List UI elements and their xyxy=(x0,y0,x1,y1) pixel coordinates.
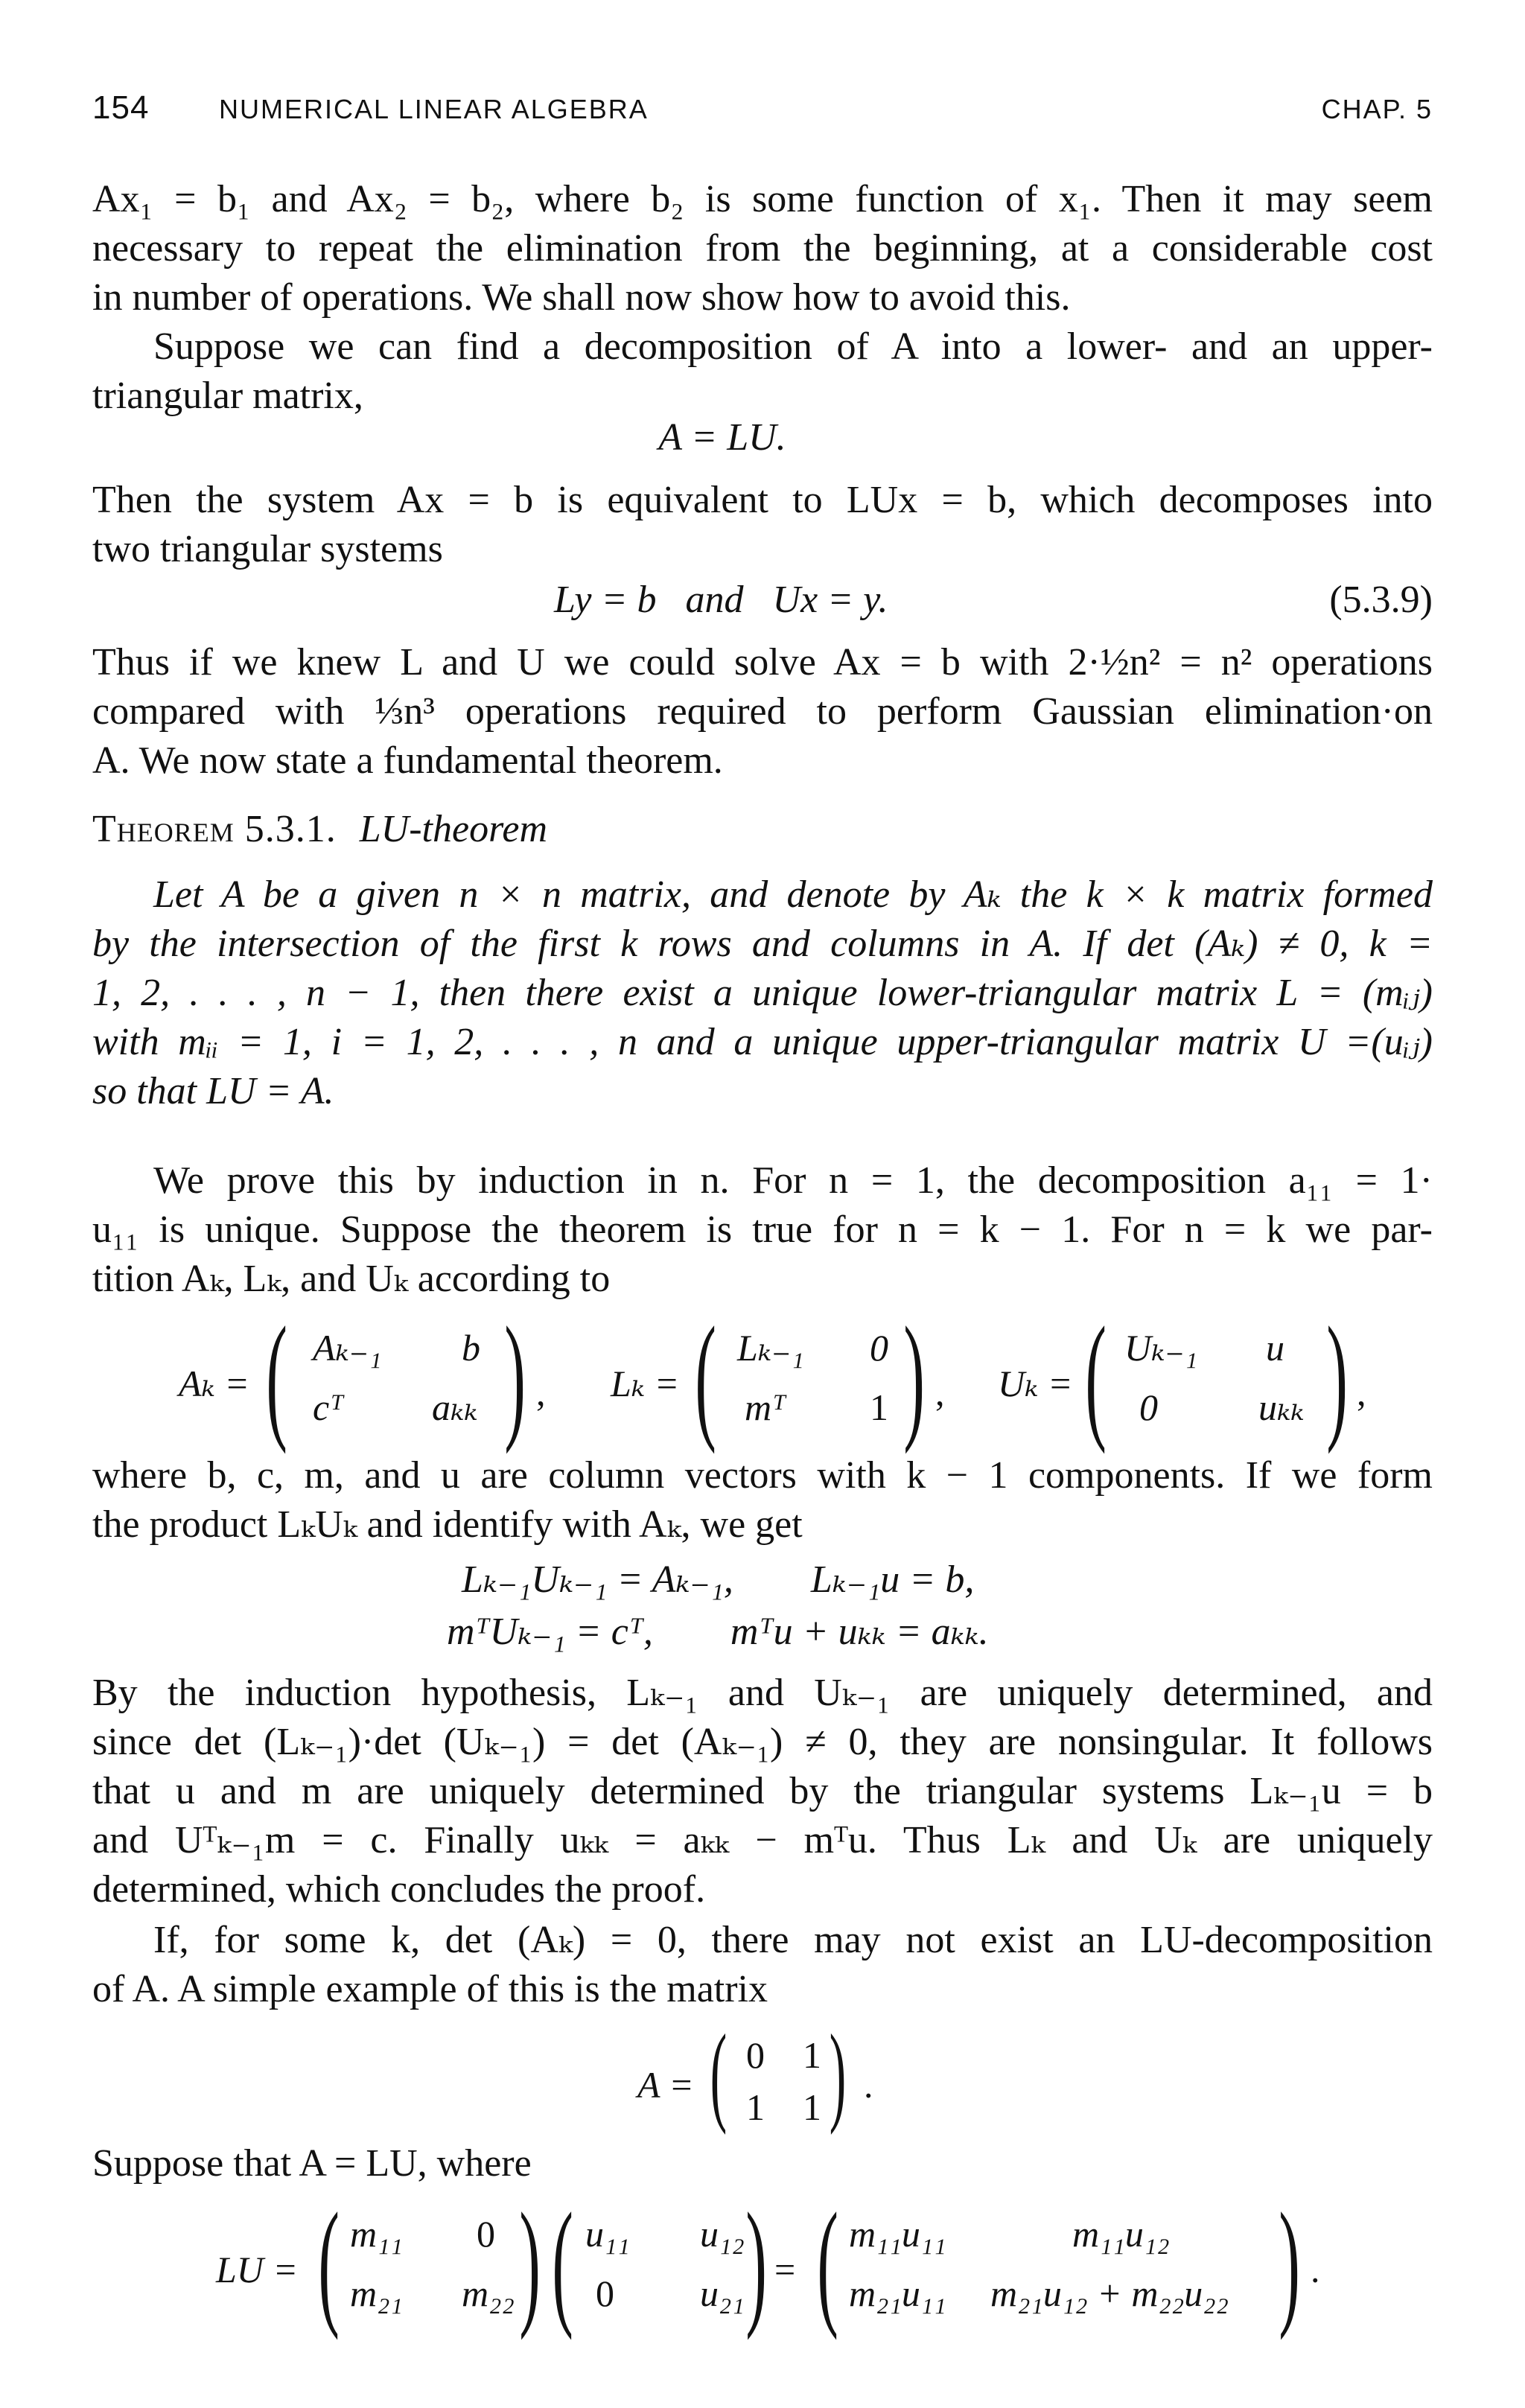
chapter-label: CHAP. 5 xyxy=(1321,94,1433,124)
equation-system-row: mᵀUₖ₋₁ = cᵀ, mᵀu + uₖₖ = aₖₖ. xyxy=(447,1611,989,1653)
page-header xyxy=(92,89,1433,134)
ak-cell: Aₖ₋₁ xyxy=(313,1327,382,1369)
page-number: 154 xyxy=(92,89,150,126)
punctuation: . xyxy=(864,2064,873,2106)
ak-cell: aₖₖ xyxy=(432,1386,478,1428)
text-line: compared with ⅓n³ operations required to perform Gaussian elimination·on xyxy=(92,690,1433,733)
text-line: u₁₁ is unique. Suppose the theorem is true for n = k − 1. For n = k we par- xyxy=(92,1208,1433,1251)
punctuation: . xyxy=(1311,2249,1320,2290)
l-cell: m₂₂ xyxy=(462,2272,515,2314)
l-cell: 0 xyxy=(477,2213,495,2255)
text-line: two triangular systems xyxy=(92,528,443,570)
lk-cell: Lₖ₋₁ xyxy=(737,1327,804,1369)
punctuation: , xyxy=(1357,1372,1366,1413)
a-cell: 1 xyxy=(803,2086,821,2128)
right-paren: ) xyxy=(519,2185,541,2341)
product-cell: m₁₁u₁₂ xyxy=(1072,2213,1170,2255)
equation-a-lu: A = LU. xyxy=(658,416,786,459)
text-line: Then the system Ax = b is equivalent to LUx = b, which decomposes into xyxy=(92,479,1433,521)
a-label: A = xyxy=(637,2064,694,2106)
equation-body: Ly = b and Ux = y. xyxy=(554,579,888,621)
theorem-name: LU-theorem xyxy=(359,808,548,850)
text-line: in number of operations. We shall now show how to avoid this. xyxy=(92,276,1071,319)
u-cell: u₁₁ xyxy=(585,2213,630,2255)
left-paren: ( xyxy=(318,2185,340,2341)
text-line: If, for some k, det (Aₖ) = 0, there may not exist an LU-decomposition xyxy=(153,1919,1433,1961)
theorem-line: by the intersection of the first k rows and columns in A. If det (Aₖ) ≠ 0, k = xyxy=(92,923,1433,965)
text-line: By the induction hypothesis, Lₖ₋₁ and Uₖ₋₁ are uniquely determined, and xyxy=(92,1672,1433,1714)
text-line: A. We now state a fundamental theorem. xyxy=(92,739,723,782)
example-matrix-equation xyxy=(0,2012,1525,2144)
text-line: necessary to repeat the elimination from the beginning, at a considerable cost xyxy=(92,227,1433,270)
a-cell: 0 xyxy=(746,2034,765,2076)
uk-label: Uₖ = xyxy=(998,1363,1073,1404)
theorem-line: 1, 2, . . . , n − 1, then there exist a unique lower-triangular matrix L = (mᵢⱼ) xyxy=(92,972,1433,1014)
uk-cell: 0 xyxy=(1139,1386,1158,1428)
product-cell: m₂₁u₁₁ xyxy=(849,2272,946,2314)
u-cell: u₂₁ xyxy=(700,2272,745,2314)
text-line: where b, c, m, and u are column vectors with k − 1 components. If we form xyxy=(92,1454,1433,1497)
uk-cell: Uₖ₋₁ xyxy=(1124,1327,1198,1369)
text-line: Suppose that A = LU, where xyxy=(92,2142,532,2185)
ak-cell: b xyxy=(462,1327,480,1369)
right-paren: ) xyxy=(745,2185,767,2341)
text-line: and Uᵀₖ₋₁m = c. Finally uₖₖ = aₖₖ − mᵀu. Thus Lₖ and Uₖ are uniquely xyxy=(92,1819,1433,1861)
equals-sign: = xyxy=(774,2249,796,2290)
theorem-line: with mᵢᵢ = 1, i = 1, 2, . . . , n and a unique upper-triangular matrix U =(uᵢⱼ) xyxy=(92,1021,1433,1063)
a-cell: 1 xyxy=(746,2086,765,2128)
left-paren: ( xyxy=(695,1299,716,1455)
product-cell: m₂₁u₁₂ + m₂₂u₂₂ xyxy=(990,2272,1229,2314)
theorem-label: Theorem 5.3.1. xyxy=(92,808,337,850)
text-line: that u and m are uniquely determined by the triangular systems Lₖ₋₁u = b xyxy=(92,1770,1433,1812)
text-line: We prove this by induction in n. For n = 1, the decomposition a₁₁ = 1· xyxy=(153,1159,1433,1202)
running-title: NUMERICAL LINEAR ALGEBRA xyxy=(219,94,649,124)
uk-cell: uₖₖ xyxy=(1258,1386,1305,1428)
right-paren: ) xyxy=(1326,1299,1348,1455)
uk-cell: u xyxy=(1266,1327,1284,1369)
right-paren: ) xyxy=(829,2012,847,2135)
theorem-heading xyxy=(92,806,1433,853)
left-paren: ( xyxy=(266,1299,287,1455)
left-paren: ( xyxy=(710,2012,728,2135)
text-line: Ax₁ = b₁ and Ax₂ = b₂, where b₂ is some function of x₁. Then it may seem xyxy=(92,178,1433,220)
a-cell: 1 xyxy=(803,2034,821,2076)
punctuation: , xyxy=(935,1372,945,1413)
lk-cell: 1 xyxy=(870,1386,888,1428)
lk-label: Lₖ = xyxy=(611,1363,680,1404)
left-paren: ( xyxy=(1085,1299,1107,1455)
left-paren: ( xyxy=(817,2185,838,2341)
text-line: of A. A simple example of this is the matrix xyxy=(92,1968,768,2010)
product-cell: m₁₁u₁₁ xyxy=(849,2213,946,2255)
ak-label: Aₖ = xyxy=(179,1363,250,1404)
text-line: since det (Lₖ₋₁)·det (Uₖ₋₁) = det (Aₖ₋₁) ≠ 0, they are nonsingular. It follows xyxy=(92,1721,1433,1763)
l-cell: m₂₁ xyxy=(350,2272,403,2314)
lu-label: LU = xyxy=(216,2249,299,2290)
l-cell: m₁₁ xyxy=(350,2213,403,2255)
text-line: Thus if we knew L and U we could solve Ax = b with 2·½n² = n² operations xyxy=(92,641,1433,684)
theorem-line: Let A be a given n × n matrix, and denote by Aₖ the k × k matrix formed xyxy=(153,873,1433,916)
text-line: triangular matrix, xyxy=(92,375,363,417)
right-paren: ) xyxy=(1279,2185,1300,2341)
u-cell: u₁₂ xyxy=(700,2213,745,2255)
lk-cell: mᵀ xyxy=(745,1386,786,1428)
equation-number: (5.3.9) xyxy=(1329,579,1433,621)
punctuation: , xyxy=(536,1372,546,1413)
theorem-line: so that LU = A. xyxy=(92,1070,334,1112)
text-line: the product LₖUₖ and identify with Aₖ, we get xyxy=(92,1503,803,1546)
left-paren: ( xyxy=(552,2185,573,2341)
text-line: Suppose we can find a decomposition of A into a lower- and an upper- xyxy=(153,325,1433,368)
u-cell: 0 xyxy=(596,2272,614,2314)
right-paren: ) xyxy=(504,1299,526,1455)
right-paren: ) xyxy=(903,1299,925,1455)
ak-cell: cᵀ xyxy=(313,1386,344,1428)
equation-system-row: Lₖ₋₁Uₖ₋₁ = Aₖ₋₁, Lₖ₋₁u = b, xyxy=(462,1558,975,1601)
text-line: tition Aₖ, Lₖ, and Uₖ according to xyxy=(92,1258,611,1300)
lk-cell: 0 xyxy=(870,1327,888,1369)
text-line: determined, which concludes the proof. xyxy=(92,1868,706,1911)
lu-product-equation xyxy=(0,2185,1525,2345)
partition-equation xyxy=(0,1299,1525,1459)
